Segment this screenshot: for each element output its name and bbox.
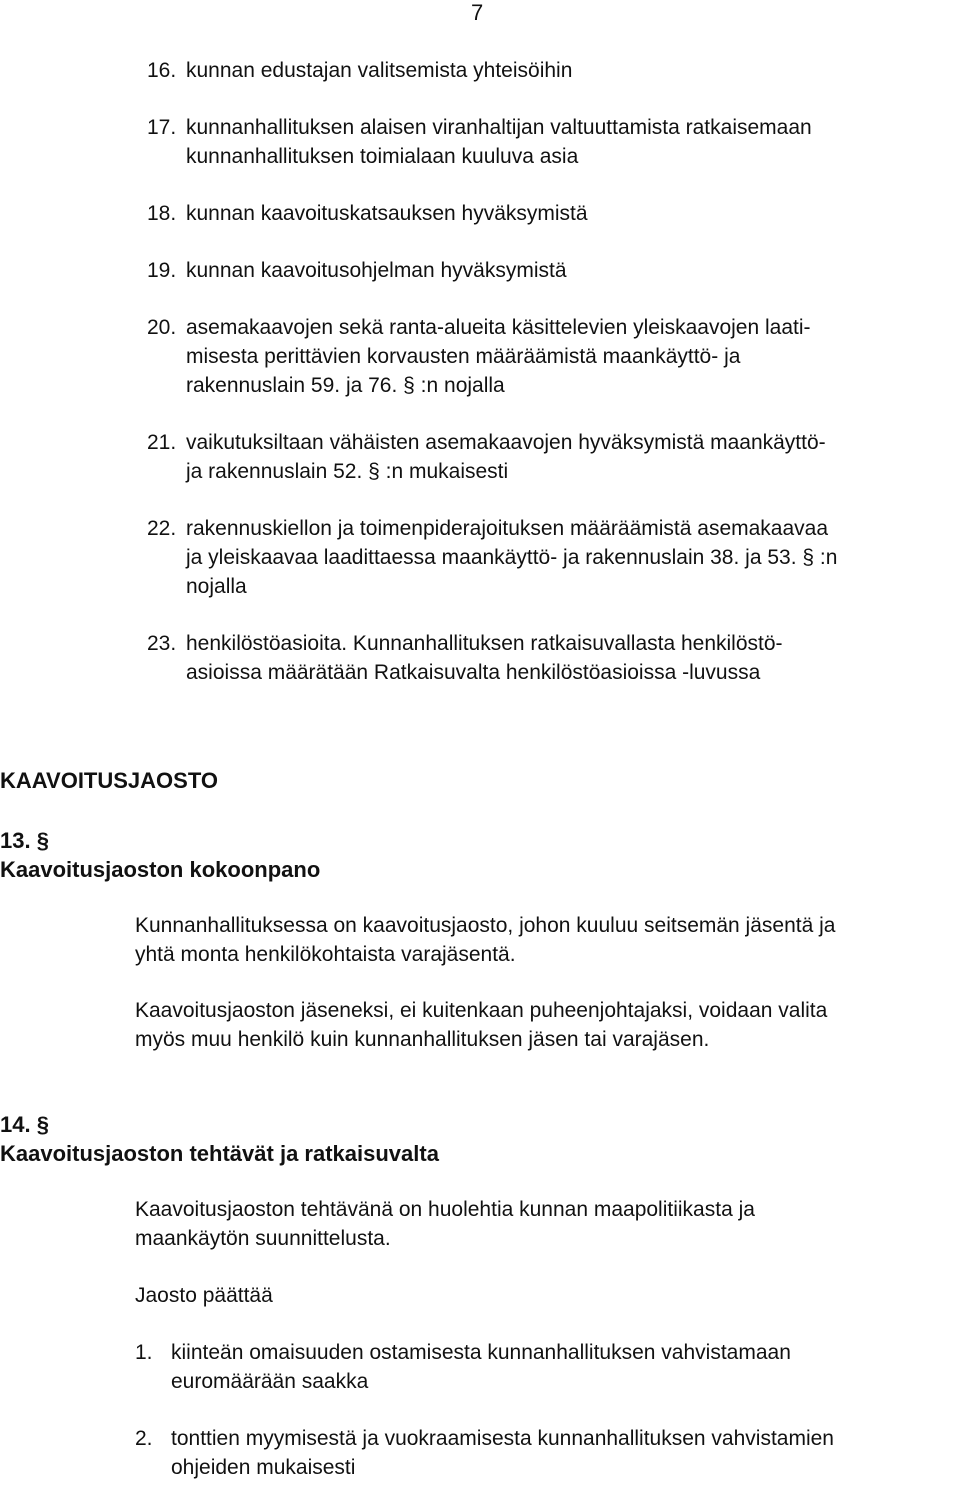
item-text: kunnan kaavoituskatsauksen hyväksymistä xyxy=(186,202,588,225)
item-text: kunnan kaavoitusohjelman hyväksymistä xyxy=(186,259,567,282)
item-number: 16. xyxy=(147,59,177,82)
section-13-paragraph-1: Kunnanhallituksessa on kaavoitusjaosto, johon kuuluu seitsemän jäsentä ja yhtä monta henkilökohtaista varajäsentä. xyxy=(135,914,836,966)
list-item xyxy=(147,113,957,171)
item-text: asemakaavojen sekä ranta-alueita käsittelevien yleiskaavojen laati- misesta perittävien korvausten määräämistä maankäyttö- ja rakennuslain 59. ja 76. § :n nojalla xyxy=(186,316,811,397)
section-14-paragraph-2: Jaosto päättää xyxy=(135,1284,273,1307)
section-13-title: Kaavoitusjaoston kokoonpano xyxy=(0,857,321,882)
item-text: kiinteän omaisuuden ostamisesta kunnanhallituksen vahvistamaan euromäärään saakka xyxy=(171,1341,791,1393)
list-item xyxy=(147,629,957,687)
section-14-title: Kaavoitusjaoston tehtävät ja ratkaisuvalta xyxy=(0,1141,439,1166)
item-text: tonttien myymisestä ja vuokraamisesta kunnanhallituksen vahvistamien ohjeiden mukaisesti xyxy=(171,1427,834,1479)
item-number: 23. xyxy=(147,632,177,655)
jaosto-decision-list xyxy=(135,1338,960,1510)
item-text: rakennuskiellon ja toimenpiderajoituksen määräämistä asemakaavaa ja yleiskaavaa laadittaessa maankäyttö- ja rakennuslain 38. ja 53. § :n nojalla xyxy=(186,517,838,598)
section-14-paragraph-1: Kaavoitusjaoston tehtävänä on huolehtia kunnan maapolitiikasta ja maankäytön suunnittelusta. xyxy=(135,1198,755,1250)
section-13-number: 13. § xyxy=(0,828,49,853)
item-text: vaikutuksiltaan vähäisten asemakaavojen hyväksymistä maankäyttö- ja rakennuslain 52. § :n mukaisesti xyxy=(186,431,826,483)
list-item xyxy=(147,514,957,601)
page-number: 7 xyxy=(471,0,484,25)
list-item xyxy=(147,428,957,486)
decision-list xyxy=(147,56,957,715)
list-item xyxy=(147,56,957,85)
item-number: 2. xyxy=(135,1427,153,1450)
list-item xyxy=(135,1338,960,1396)
section-13-paragraph-2: Kaavoitusjaoston jäseneksi, ei kuitenkaan puheenjohtajaksi, voidaan valita myös muu henkilö kuin kunnanhallituksen jäsen tai varajäsen. xyxy=(135,999,828,1051)
section-heading: KAAVOITUSJAOSTO xyxy=(0,768,218,793)
list-item xyxy=(147,199,957,228)
item-number: 17. xyxy=(147,116,177,139)
item-number: 18. xyxy=(147,202,177,225)
section-14-number: 14. § xyxy=(0,1112,49,1137)
list-item xyxy=(147,313,957,400)
item-number: 22. xyxy=(147,517,177,540)
item-number: 21. xyxy=(147,431,177,454)
item-number: 1. xyxy=(135,1341,153,1364)
list-item xyxy=(147,256,957,285)
item-text: henkilöstöasioita. Kunnanhallituksen ratkaisuvallasta henkilöstö- asioissa määrätään Ratkaisuvalta henkilöstöasioissa -luvussa xyxy=(186,632,783,684)
item-text: kunnan edustajan valitsemista yhteisöihin xyxy=(186,59,573,82)
item-number: 19. xyxy=(147,259,177,282)
list-item xyxy=(135,1424,960,1482)
item-number: 20. xyxy=(147,316,177,339)
item-text: kunnanhallituksen alaisen viranhaltijan valtuuttamista ratkaisemaan kunnanhallituksen toimialaan kuuluva asia xyxy=(186,116,812,168)
